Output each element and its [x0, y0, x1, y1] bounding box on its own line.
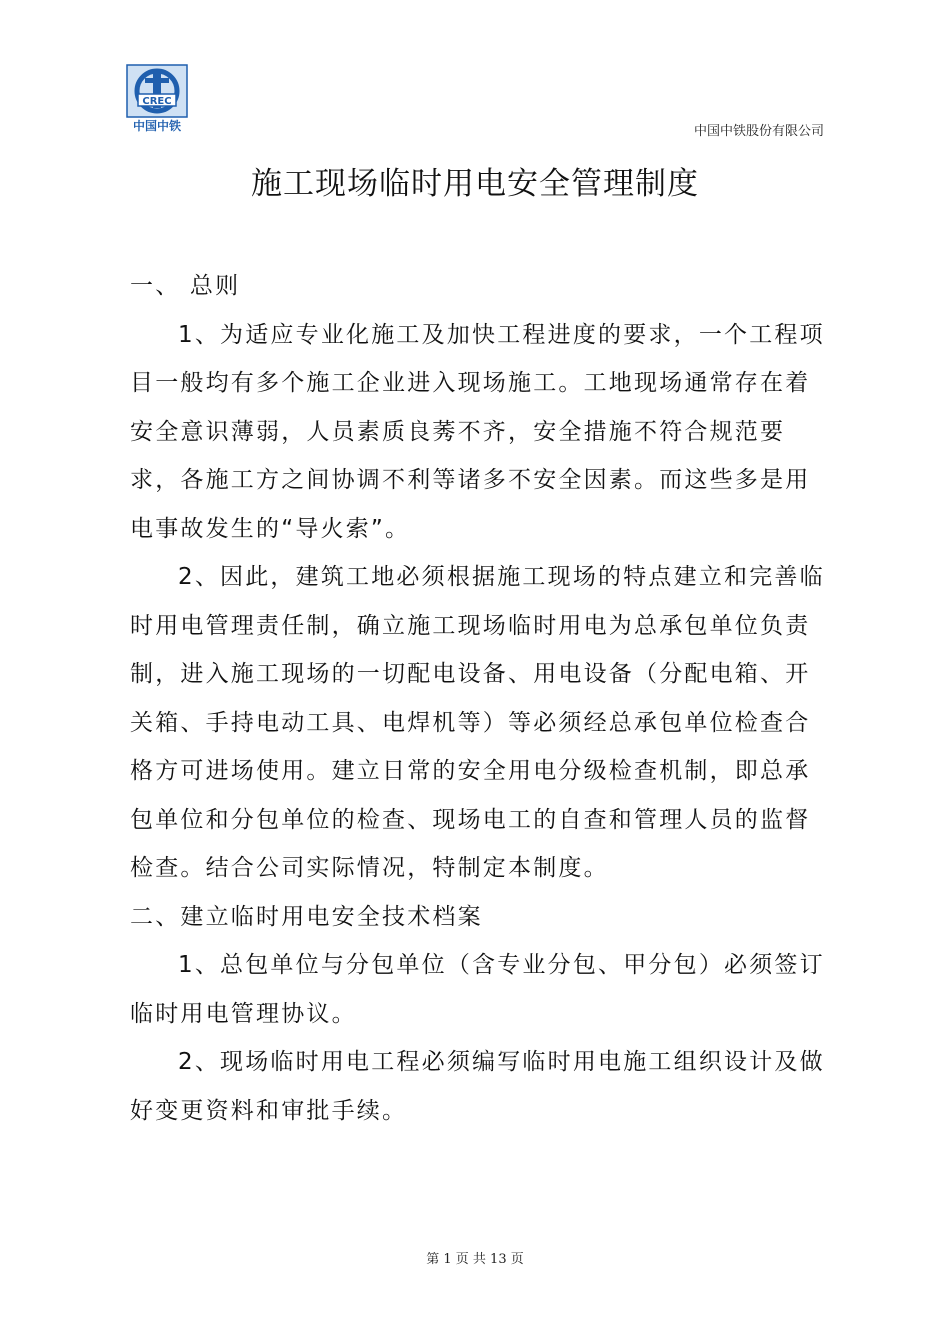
- section-heading-general: 一、 总则: [130, 273, 241, 299]
- document-body: [130, 262, 830, 1135]
- section-heading-archive: 二、建立临时用电安全技术档案: [130, 903, 483, 930]
- paragraph: 1、总包单位与分包单位（含专业分包、甲分包）必须签订临时用电管理协议。: [130, 952, 825, 1027]
- company-logo: [126, 64, 188, 132]
- page-number: 第 1 页 共 13 页: [426, 1252, 524, 1267]
- paragraph: 1、为适应专业化施工及加快工程进度的要求，一个工程项目一般均有多个施工企业进入现场施工。工地现场通常存在着安全意识薄弱，人员素质良莠不齐，安全措施不符合规范要求，各施工方之间协调不利等诸多不安全因素。而这些多是用电事故发生的“导火索”。: [130, 321, 825, 542]
- paragraph: 2、因此，建筑工地必须根据施工现场的特点建立和完善临时用电管理责任制，确立施工现场临时用电为总承包单位负责制，进入施工现场的一切配电设备、用电设备（分配电箱、开关箱、手持电动工具、电焊机等）等必须经总承包单位检查合格方可进场使用。建立日常的安全用电分级检查机制，即总承包单位和分包单位的检查、现场电工的自查和管理人员的监督检查。结合公司实际情况，特制定本制度。: [130, 564, 825, 881]
- logo-text: 中国中铁: [132, 119, 181, 133]
- paragraph: 2、现场临时用电工程必须编写临时用电施工组织设计及做好变更资料和审批手续。: [130, 1049, 825, 1124]
- company-name: 中国中铁股份有限公司: [693, 124, 824, 139]
- logo-mark-text: CREC: [142, 96, 172, 107]
- crec-emblem-icon: [126, 64, 188, 118]
- document-title: 施工现场临时用电安全管理制度: [251, 166, 699, 202]
